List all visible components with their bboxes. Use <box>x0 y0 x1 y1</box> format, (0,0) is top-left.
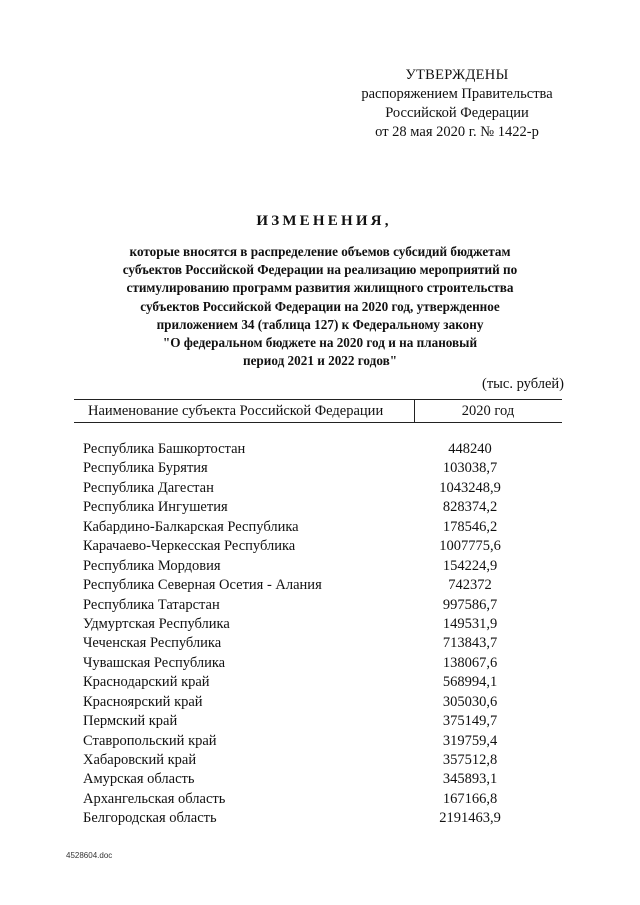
subsidy-value: 713843,7 <box>442 635 498 652</box>
subsidy-value: 1007775,6 <box>439 538 501 555</box>
region-name: Чеченская Республика <box>83 635 222 652</box>
table-row <box>83 770 563 789</box>
region-name: Карачаево-Черкесская Республика <box>83 538 296 555</box>
subsidy-value: 149531,9 <box>442 615 498 632</box>
subsidy-value: 1043248,9 <box>439 479 501 496</box>
region-name: Белгородская область <box>83 810 217 827</box>
subtitle-line: "О федеральном бюджете на 2020 год и на плановый <box>162 335 478 351</box>
table-row <box>83 790 563 809</box>
table-row <box>83 712 563 731</box>
table-row <box>83 576 563 595</box>
table-header <box>74 399 562 423</box>
region-name: Архангельская область <box>83 790 226 807</box>
table-row <box>83 732 563 751</box>
region-name: Удмуртская Республика <box>83 615 230 632</box>
table-row <box>83 654 563 673</box>
table-row <box>83 440 563 459</box>
document-heading: ИЗМЕНЕНИЯ, <box>256 213 392 229</box>
approval-line-3: от 28 мая 2020 г. № 1422-р <box>375 124 539 140</box>
subsidy-value: 154224,9 <box>442 557 498 574</box>
table-row <box>83 809 563 828</box>
column-header-name: Наименование субъекта Российской Федерации <box>88 403 384 419</box>
table-row <box>83 518 563 537</box>
table-row <box>83 479 563 498</box>
table-row <box>83 498 563 517</box>
region-name: Ставропольский край <box>83 732 217 749</box>
table-row <box>83 596 563 615</box>
subtitle-line: период 2021 и 2022 годов" <box>242 353 398 369</box>
subsidy-value: 319759,4 <box>442 732 498 749</box>
approval-block <box>352 66 562 142</box>
units-label: (тыс. рублей) <box>482 376 564 392</box>
table-row <box>83 673 563 692</box>
region-name: Республика Ингушетия <box>83 499 228 516</box>
subsidy-value: 448240 <box>448 441 492 457</box>
table-row <box>83 615 563 634</box>
region-name: Краснодарский край <box>83 674 210 691</box>
subsidy-value: 357512,8 <box>442 752 498 768</box>
subsidy-value: 167166,8 <box>442 790 498 807</box>
subsidy-value: 828374,2 <box>442 499 498 516</box>
region-name: Республика Дагестан <box>83 479 214 496</box>
subsidy-value: 103038,7 <box>442 460 498 477</box>
document-subtitle <box>70 243 570 370</box>
approval-line-2: Российской Федерации <box>385 105 529 121</box>
subsidy-value: 178546,2 <box>442 518 498 535</box>
region-name: Хабаровский край <box>83 752 197 768</box>
table-row <box>83 459 563 478</box>
subtitle-line: приложением 34 (таблица 127) к Федеральному закону <box>156 316 484 332</box>
subsidy-value: 742372 <box>448 577 492 594</box>
table-body <box>83 440 563 829</box>
region-name: Пермский край <box>83 713 178 730</box>
document-id: 4528604.doc <box>66 851 113 860</box>
subtitle-line: субъектов Российской Федерации на реализацию мероприятий по <box>122 262 518 278</box>
table-row <box>83 693 563 712</box>
subsidy-value: 568994,1 <box>442 674 498 691</box>
approval-title: УТВЕРЖДЕНЫ <box>405 67 509 83</box>
subtitle-line: которые вносятся в распределение объемов субсидий бюджетам <box>129 244 511 259</box>
subsidy-value: 375149,7 <box>442 713 498 730</box>
region-name: Республика Бурятия <box>83 460 208 477</box>
region-name: Амурская область <box>83 771 195 788</box>
subsidy-value: 138067,6 <box>442 654 498 671</box>
table-row <box>83 751 563 770</box>
subtitle-line: стимулированию программ развития жилищного строительства <box>126 280 514 296</box>
region-name: Кабардино-Балкарская Республика <box>83 518 299 535</box>
subsidy-value: 2191463,9 <box>439 810 501 827</box>
table-row <box>83 557 563 576</box>
region-name: Республика Татарстан <box>83 596 220 613</box>
table-row <box>83 634 563 653</box>
region-name: Республика Северная Осетия - Алания <box>83 577 322 594</box>
column-header-year: 2020 год <box>461 403 515 419</box>
subsidy-value: 345893,1 <box>442 771 498 788</box>
region-name: Красноярский край <box>83 693 203 710</box>
region-name: Чувашская Республика <box>83 654 226 671</box>
region-name: Республика Башкортостан <box>83 441 246 457</box>
subtitle-line: субъектов Российской Федерации на 2020 год, утвержденное <box>140 298 500 314</box>
approval-line-1: распоряжением Правительства <box>361 86 553 102</box>
subsidy-value: 997586,7 <box>442 596 498 613</box>
table-row <box>83 537 563 556</box>
subsidy-value: 305030,6 <box>442 693 498 710</box>
region-name: Республика Мордовия <box>83 557 221 574</box>
